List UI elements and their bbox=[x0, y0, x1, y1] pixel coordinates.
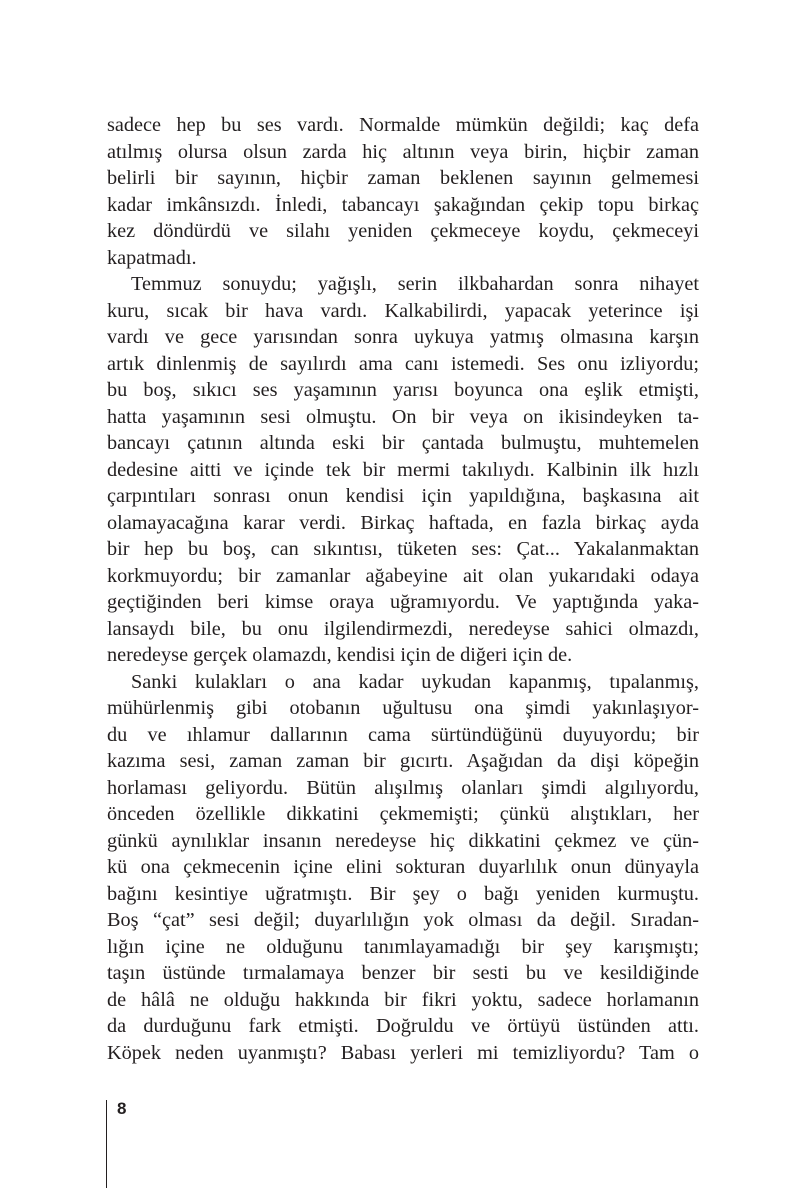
text-line: bir hep bu boş, can sıkıntısı, tüketen ses: Çat... Yakalanmaktan bbox=[107, 538, 699, 560]
text-line: bu boş, sıkıcı ses yaşamının yarısı boyunca ona eşlik etmişti, bbox=[107, 379, 699, 401]
text-line: dedesine aitti ve içinde tek bir mermi takılıydı. Kalbinin ilk hızlı bbox=[107, 458, 699, 481]
text-line: kapatmadı. bbox=[107, 246, 197, 269]
text-line: geçtiğinden beri kimse oraya uğramıyordu. Ve yaptığında yaka- bbox=[107, 591, 699, 613]
text-line: horlaması geliyordu. Bütün alışılmış olanları şimdi algılıyordu, bbox=[107, 776, 699, 799]
text-line: kazıma sesi, zaman zaman bir gıcırtı. Aşağıdan da dişi köpeğin bbox=[107, 750, 699, 772]
text-line: kü ona çekmecenin içine elini sokturan duyarlılık onun dünyayla bbox=[107, 856, 699, 878]
text-line: taşın üstünde tırmalamaya benzer bir sesti bu ve kesildiğinde bbox=[107, 962, 699, 984]
text-line: belirli bir sayının, hiçbir zaman beklenen sayının gelmemesi bbox=[107, 167, 699, 189]
text-line: mühürlenmiş gibi otobanın uğultusu ona şimdi yakınlaşıyor- bbox=[107, 697, 699, 719]
text-line: günkü aynılıklar insanın neredeyse hiç dikkatini çekmez ve çün- bbox=[107, 829, 699, 852]
text-line: de hâlâ ne olduğu hakkında bir fikri yoktu, sadece horlamanın bbox=[107, 988, 699, 1011]
text-line: kadar imkânsızdı. İnledi, tabancayı şakağından çekip topu birkaç bbox=[107, 193, 699, 216]
page-margin-rule bbox=[106, 1100, 107, 1188]
text-line: korkmuyordu; bir zamanlar ağabeyine ait olan yukarıdaki odaya bbox=[107, 564, 699, 587]
text-line: Köpek neden uyanmıştı? Babası yerleri mi temizliyordu? Tam o bbox=[107, 1041, 699, 1064]
text-line: du ve ıhlamur dallarının cama sürtündüğünü duyuyordu; bir bbox=[107, 723, 699, 746]
text-line: hatta yaşamının sesi olmuştu. On bir veya on ikisindeyken ta- bbox=[107, 405, 699, 428]
text-line: artık dinlenmiş de sayılırdı ama canı istemedi. Ses onu izliyordu; bbox=[107, 352, 699, 375]
text-line: lansaydı bile, bu onu ilgilendirmezdi, neredeyse sahici olmazdı, bbox=[107, 617, 699, 640]
text-line: vardı ve gece yarısından sonra uykuya yatmış olmasına karşın bbox=[107, 326, 699, 348]
text-line: Sanki kulakları o ana kadar uykudan kapanmış, tıpalanmış, bbox=[131, 670, 699, 693]
text-line: neredeyse gerçek olamazdı, kendisi için de diğeri için de. bbox=[107, 644, 573, 666]
text-line: önceden özellikle dikkatini çekmemişti; çünkü alıştıkları, her bbox=[107, 803, 699, 825]
text-line: da durduğunu fark etmişti. Doğruldu ve örtüyü üstünden attı. bbox=[107, 1015, 699, 1037]
text-line: bancayı çatının altında eski bir çantada bulmuştu, muhtemelen bbox=[107, 432, 699, 454]
text-line: Boş “çat” sesi değil; duyarlılığın yok olması da değil. Sıradan- bbox=[107, 909, 699, 931]
text-line: atılmış olursa olsun zarda hiç altının veya birin, hiçbir zaman bbox=[107, 140, 699, 163]
text-line: çarpıntıları sonrası onun kendisi için yapıldığına, başkasına ait bbox=[107, 485, 699, 507]
text-line: bağını kesintiye uğratmıştı. Bir şey o bağı yeniden kurmuştu. bbox=[107, 882, 699, 905]
text-line: Temmuz sonuydu; yağışlı, serin ilkbahardan sonra nihayet bbox=[131, 273, 699, 295]
page-number: 8 bbox=[117, 1099, 127, 1118]
text-line: olamayacağına karar verdi. Birkaç haftada, en fazla birkaç ayda bbox=[107, 511, 699, 534]
text-line: kez döndürdü ve silahı yeniden çekmeceye koydu, çekmeceyi bbox=[107, 220, 699, 242]
text-line: lığın içine ne olduğunu tanımlayamadığı bir şey karışmıştı; bbox=[107, 935, 699, 958]
text-line: sadece hep bu ses vardı. Normalde mümkün değildi; kaç defa bbox=[107, 114, 699, 136]
body-text bbox=[107, 112, 699, 1066]
text-line: kuru, sıcak bir hava vardı. Kalkabilirdi, yapacak yeterince işi bbox=[107, 299, 699, 322]
